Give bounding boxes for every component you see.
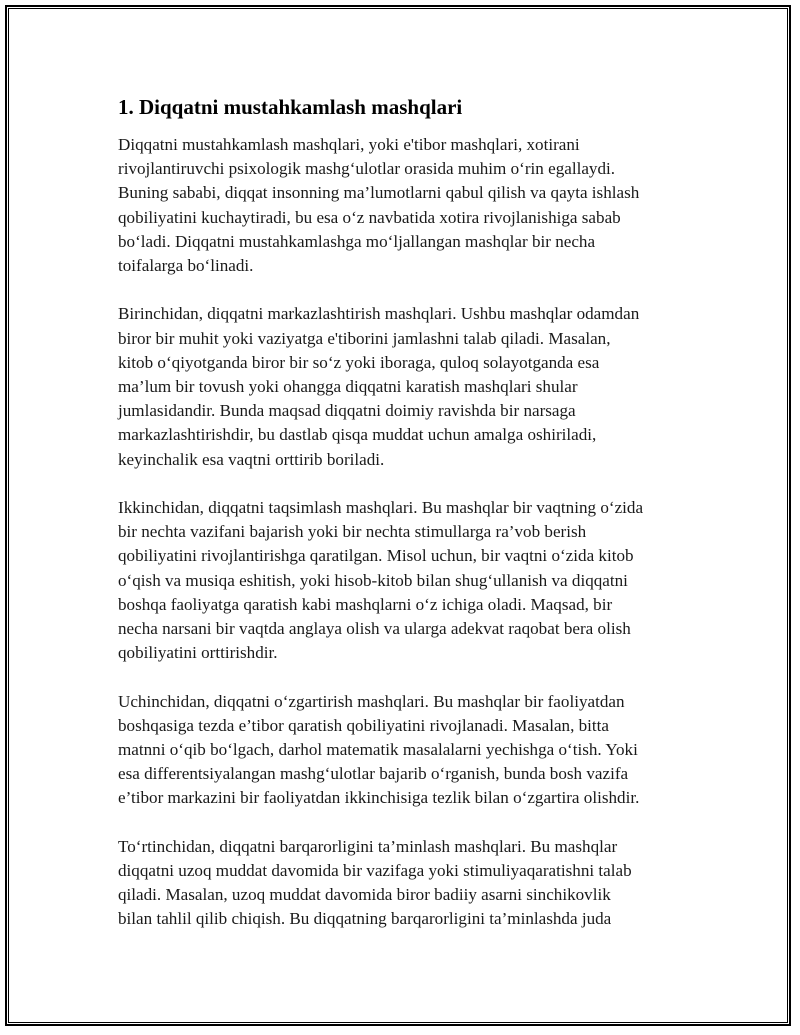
document-body xyxy=(118,94,698,956)
section-heading: 1. Diqqatni mustahkamlash mashqlari xyxy=(118,95,463,119)
paragraph-concentration: Birinchidan, diqqatni markazlashtirish mashqlari. Ushbu mashqlar odamdan biror bir muhit yoki vaziyatga e'tiborini jamlashni talab qiladi. Masalan, kitob o‘qiyotganda biror bir so‘z yoki iboraga, quloq solayotganda esa ma’lum bir tovush yoki ohangga diqqatni karatish mashqlari shular jumlasidandir. Bunda maqsad diqqatni doimiy ravishda bir narsaga markazlashtirishdir, bu dastlab qisqa muddat uchun amalga oshiriladi, keyinchalik esa vaqtni orttirib boriladi. xyxy=(118,304,640,469)
paragraph-stability: To‘rtinchidan, diqqatni barqarorligini ta’minlash mashqlari. Bu mashqlar diqqatni uzoq muddat davomida bir vazifaga yoki stimuliyaqaratishni talab qiladi. Masalan, uzoq muddat davomida biror badiiy asarni sinchikovlik bilan tahlil qilib chiqish. Bu diqqatning barqarorligini ta’minlashda juda xyxy=(118,836,632,929)
paragraph-distribution: Ikkinchidan, diqqatni taqsimlash mashqlari. Bu mashqlar bir vaqtning o‘zida bir nechta vazifani bajarish yoki bir nechta stimullarga ra’vob berish qobiliyatini rivojlantirishga qaratilgan. Misol uchun, bir vaqtni o‘zida kitob o‘qish va musiqa eshitish, yoki hisob-kitob bilan shug‘ullanish va diqqatni boshqa faoliyatga qaratish kabi mashqlarni o‘z ichiga oladi. Maqsad, bir necha narsani bir vaqtda anglaya olish va ularga adekvat raqobat bera olish qobiliyatini orttirishdir. xyxy=(118,498,644,663)
paragraph-intro: Diqqatni mustahkamlash mashqlari, yoki e'tibor mashqlari, xotirani rivojlantiruvchi psixologik mashg‘ulotlar orasida muhim o‘rin egallaydi. Buning sababi, diqqat insonning ma’lumotlarni qabul qilish va qayta ishlash qobiliyatini kuchaytiradi, bu esa o‘z navbatida xotira rivojlanishiga sabab bo‘ladi. Diqqatni mustahkamlashga mo‘ljallangan mashqlar bir necha toifalarga bo‘linadi. xyxy=(118,135,640,276)
paragraph-switching: Uchinchidan, diqqatni o‘zgartirish mashqlari. Bu mashqlar bir faoliyatdan boshqasiga tezda e’tibor qaratish qobiliyatini rivojlanadi. Masalan, bitta matnni o‘qib bo‘lgach, darhol matematik masalalarni yechishga o‘tish. Yoki esa differentsiyalangan mashg‘ulotlar bajarib o‘rganish, bunda bosh vazifa e’tibor markazini bir faoliyatdan ikkinchisiga tezlik bilan o‘zgartira olishdir. xyxy=(118,691,640,808)
